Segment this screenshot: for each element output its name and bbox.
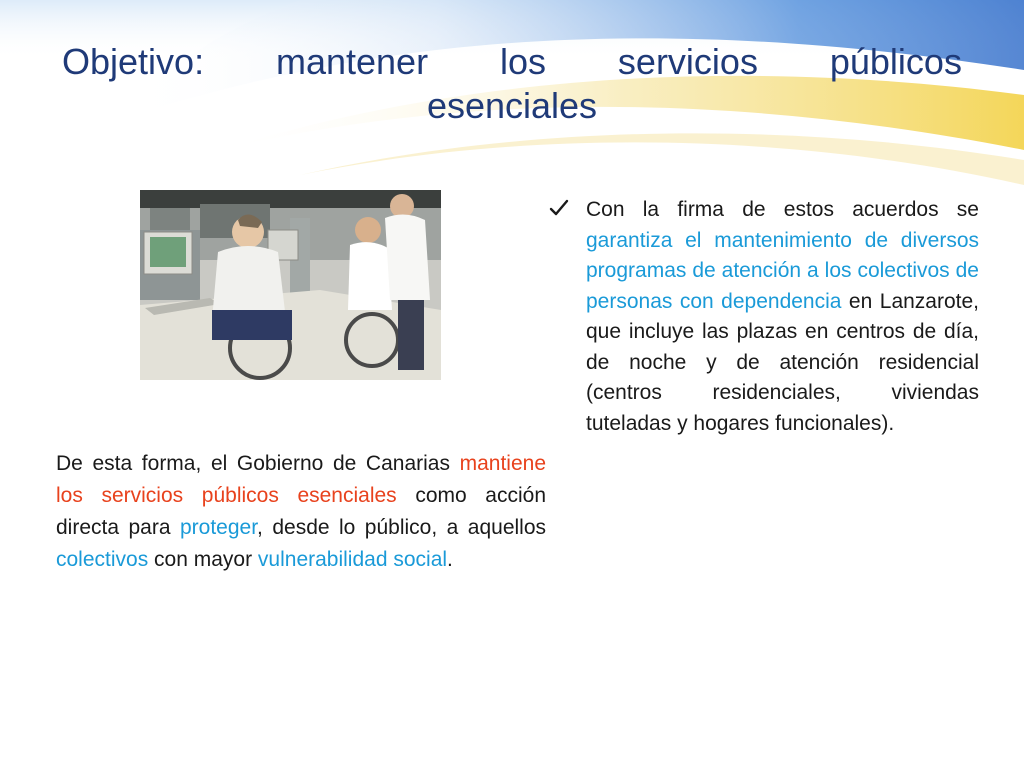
title-word: los (499, 41, 547, 82)
title-word: servicios (617, 41, 758, 82)
paragraph-text: con mayor (148, 548, 258, 571)
title-word: públicos (829, 41, 962, 82)
slide-title-line2: esenciales (426, 85, 598, 126)
title-word: Objetivo: (62, 41, 205, 82)
highlight-blue-text: proteger (179, 516, 258, 539)
paragraph-text: . (447, 548, 453, 571)
highlight-red-text: mantiene los servicios públicos esenciales (56, 452, 546, 507)
checkmark-icon (548, 197, 570, 219)
paragraph-text: , desde lo público, a aquellos (257, 516, 547, 539)
people-in-wheelchairs-at-computers-photo (140, 190, 441, 380)
highlight-blue-text: colectivos (56, 548, 149, 571)
bullet-text (586, 195, 979, 439)
photo-illustration (140, 190, 441, 380)
slide-title-line1 (62, 40, 962, 84)
highlight-blue-text: vulnerabilidad social (257, 548, 448, 571)
bullet-text-segment: Con la firma de estos acuerdos se (586, 198, 979, 221)
summary-paragraph (56, 448, 546, 576)
bullet-text-segment: en Lanzarote, que incluye las plazas en centros de día, de noche y de atención residencial (centros residenciales, viviendas tuteladas y hogares funcionales). (586, 289, 979, 435)
paragraph-text: De esta forma, el Gobierno de Canarias (56, 452, 460, 475)
paragraph-text: como acción directa para (56, 484, 546, 539)
title-word: mantener (275, 41, 429, 82)
highlight-blue-text: garantiza el mantenimiento de diversos programas de atención a los colectivos de personas con dependencia (586, 228, 979, 313)
